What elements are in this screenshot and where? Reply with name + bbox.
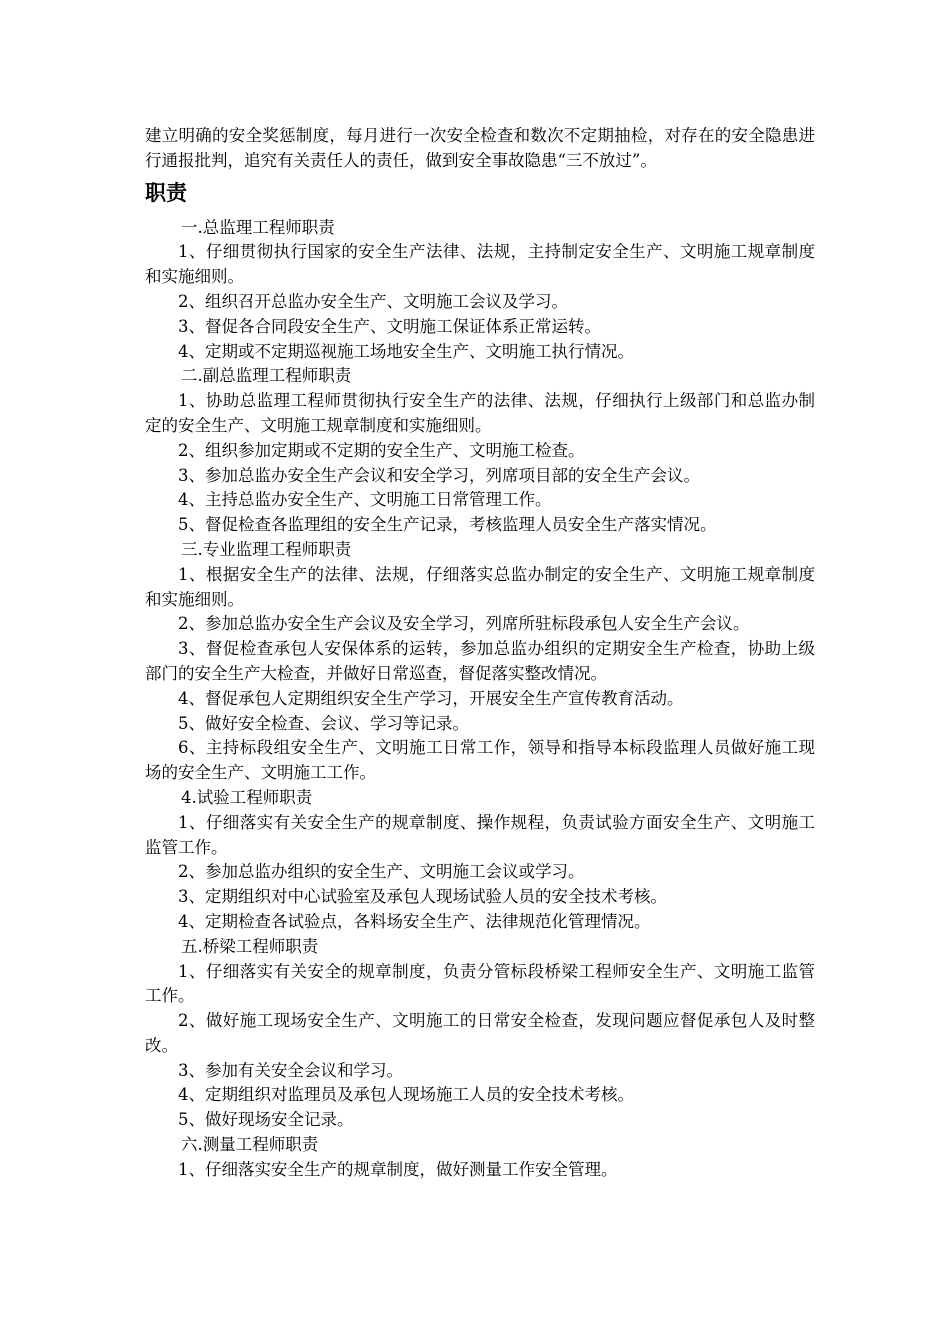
duty-item: 4、主持总监办安全生产、文明施工日常管理工作。	[178, 490, 552, 510]
section-title: 三.专业监理工程师职责	[181, 539, 352, 559]
duty-item: 5、做好现场安全记录。	[178, 1110, 354, 1130]
duty-item: 4、定期检查各试验点，各料场安全生产、法律规范化管理情况。	[178, 911, 651, 931]
section-title: 六.测量工程师职责	[181, 1135, 319, 1155]
duty-item: 1、仔细落实有关安全生产的规章制度、操作规程，负责试验方面安全生产、文明施工监管工作。	[145, 812, 815, 857]
duty-item: 5、做好安全检查、会议、学习等记录。	[178, 713, 469, 733]
section-title: 4.试验工程师职责	[181, 787, 313, 807]
duty-item: 1、仔细落实有关安全的规章制度，负责分管标段桥梁工程师安全生产、文明施工监管工作。	[145, 961, 815, 1006]
duty-item: 4、定期或不定期巡视施工场地安全生产、文明施工执行情况。	[178, 341, 634, 361]
duty-item: 3、督促检查承包人安保体系的运转，参加总监办组织的定期安全生产检查，协助上级部门的安全生产大检查，并做好日常巡查，督促落实整改情况。	[145, 639, 815, 683]
duty-item: 1、仔细贯彻执行国家的安全生产法律、法规，主持制定安全生产、文明施工规章制度和实施细则。	[145, 242, 815, 287]
duty-item: 4、督促承包人定期组织安全生产学习，开展安全生产宣传教育活动。	[178, 688, 684, 708]
section-title: 五.桥梁工程师职责	[181, 936, 319, 956]
duty-item: 6、主持标段组安全生产、文明施工日常工作，领导和指导本标段监理人员做好施工现场的安全生产、文明施工工作。	[145, 738, 815, 783]
duty-sections	[145, 216, 815, 1183]
intro-paragraph: 建立明确的安全奖惩制度，每月进行一次安全检查和数次不定期抽检，对存在的安全隐患进行通报批判，追究有关责任人的责任，做到安全事故隐患“三不放过”。	[145, 126, 815, 170]
duty-item: 2、参加总监办组织的安全生产、文明施工会议或学习。	[178, 862, 585, 882]
duty-item: 2、参加总监办安全生产会议及安全学习，列席所驻标段承包人安全生产会议。	[178, 614, 750, 634]
duty-item: 3、督促各合同段安全生产、文明施工保证体系正常运转。	[178, 316, 601, 336]
document-page	[145, 124, 815, 1183]
section-title: 二.副总监理工程师职责	[181, 366, 352, 386]
duty-item: 2、组织参加定期或不定期的安全生产、文明施工检查。	[178, 440, 585, 460]
duty-item: 3、定期组织对中心试验室及承包人现场试验人员的安全技术考核。	[178, 887, 667, 907]
duty-item: 1、根据安全生产的法律、法规，仔细落实总监办制定的安全生产、文明施工规章制度和实施细则。	[145, 564, 815, 609]
section-title: 一.总监理工程师职责	[181, 217, 335, 237]
duty-item: 1、仔细落实安全生产的规章制度，做好测量工作安全管理。	[178, 1159, 618, 1179]
duty-item: 2、做好施工现场安全生产、文明施工的日常安全检查，发现问题应督促承包人及时整改。	[145, 1011, 815, 1055]
duty-item: 4、定期组织对监理员及承包人现场施工人员的安全技术考核。	[178, 1085, 634, 1105]
duty-item: 3、参加有关安全会议和学习。	[178, 1060, 403, 1080]
duty-item: 2、组织召开总监办安全生产、文明施工会议及学习。	[178, 291, 568, 311]
duty-item: 3、参加总监办安全生产会议和安全学习，列席项目部的安全生产会议。	[178, 465, 700, 485]
section-heading: 职责	[145, 180, 187, 205]
duty-item: 5、督促检查各监理组的安全生产记录，考核监理人员安全生产落实情况。	[178, 515, 717, 535]
duty-item: 1、协助总监理工程师贯彻执行安全生产的法律、法规，仔细执行上级部门和总监办制定的安全生产、文明施工规章制度和实施细则。	[145, 391, 815, 435]
